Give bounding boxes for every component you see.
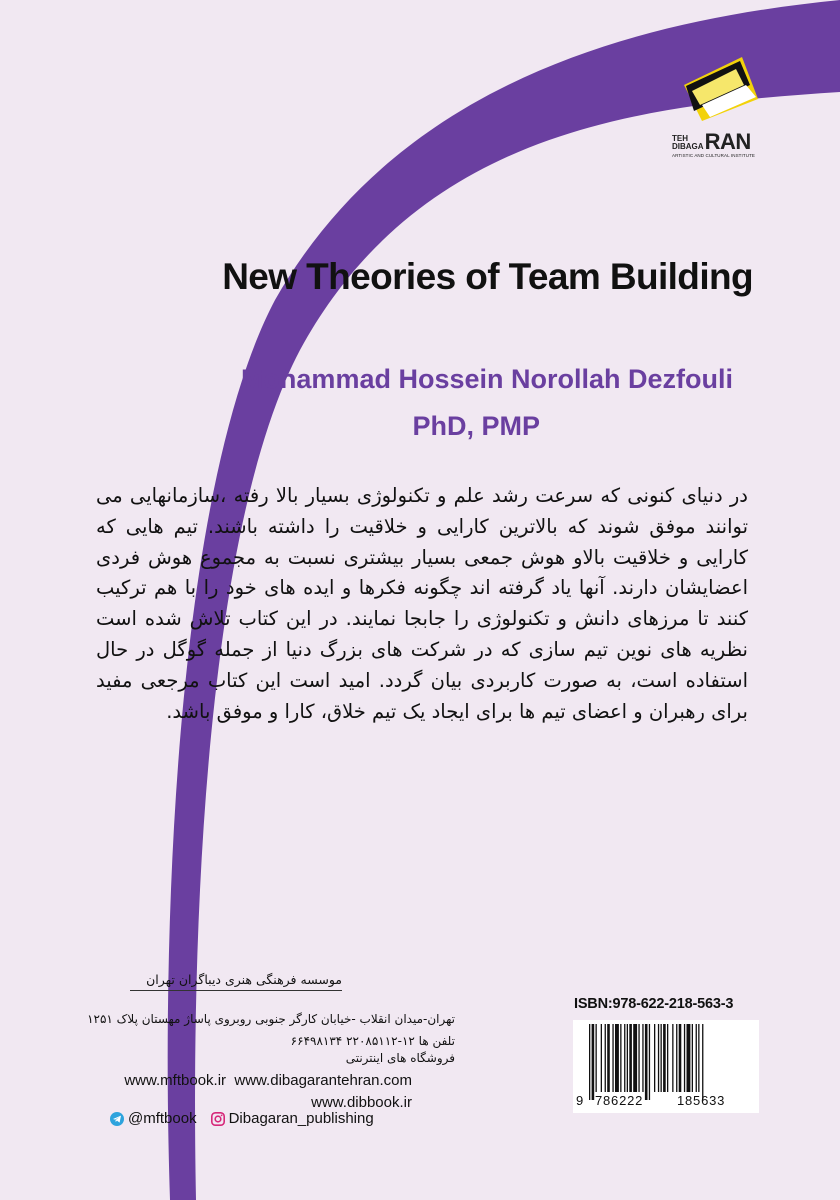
barcode-bar xyxy=(676,1024,677,1092)
barcode-bar xyxy=(687,1024,691,1092)
logo-small-top: TEH xyxy=(672,134,688,143)
online-shops-label: فروشگاه های اینترنتی xyxy=(345,1051,455,1065)
publisher-logo xyxy=(672,55,772,165)
logo-small-bottom: DIBAGA xyxy=(672,142,704,151)
book-title: New Theories of Team Building xyxy=(222,256,753,297)
barcode-bar xyxy=(692,1024,693,1092)
barcode-left-group: 786222 xyxy=(595,1093,644,1108)
barcode-bar xyxy=(615,1024,619,1092)
barcode-bar xyxy=(605,1024,606,1092)
websites-line xyxy=(60,1072,412,1089)
barcode xyxy=(573,1020,759,1113)
barcode-bar xyxy=(696,1024,697,1092)
logo-big-text: RAN xyxy=(704,129,751,154)
website-dibbook[interactable]: www.dibbook.ir xyxy=(311,1094,412,1111)
publisher-name: موسسه فرهنگی هنری دیباگران تهران xyxy=(130,972,342,991)
logo-tagline: ARTISTIC AND CULTURAL INSTITUTE xyxy=(672,153,756,158)
publisher-phone: تلفن ها ۱۲-۲۲۰۸۵۱۱۲ ۶۶۴۹۸۱۳۴ xyxy=(290,1034,455,1048)
isbn-label: ISBN:978-622-218-563-3 xyxy=(574,996,734,1012)
instagram-handle[interactable]: Dibagaran_publishing xyxy=(228,1110,374,1127)
barcode-bar xyxy=(589,1024,590,1100)
telegram-handle[interactable]: @mftbook xyxy=(128,1110,197,1127)
barcode-bar xyxy=(654,1024,655,1092)
barcode-bar xyxy=(624,1024,625,1092)
barcode-bar xyxy=(672,1024,673,1092)
barcode-bar xyxy=(667,1024,668,1092)
barcode-bar xyxy=(633,1024,637,1092)
website-mftbook[interactable]: www.mftbook.ir xyxy=(124,1072,227,1089)
barcode-bar xyxy=(649,1024,650,1100)
barcode-bar xyxy=(612,1024,613,1092)
publisher-address: تهران-میدان انقلاب -خیابان کارگر جنوبی روبروی پاساژ مهستان پلاک ۱۲۵۱ xyxy=(87,1012,455,1026)
barcode-bar xyxy=(638,1024,639,1092)
barcode-digits xyxy=(573,1093,759,1111)
social-links xyxy=(110,1110,374,1127)
barcode-bar xyxy=(629,1024,632,1092)
barcode-bar xyxy=(645,1024,648,1100)
barcode-bar xyxy=(620,1024,621,1092)
barcode-right-group: 185633 xyxy=(677,1093,726,1108)
author-name: Mohammad Hossein Norollah Dezfouli xyxy=(240,364,733,394)
barcode-bar xyxy=(698,1024,699,1092)
barcode-first-digit: 9 xyxy=(576,1093,584,1108)
barcode-bar xyxy=(663,1024,666,1092)
book-description: در دنیای کنونی که سرعت رشد علم و تکنولوژی بسیار بالا رفته ،سازمانهایی می توانند موفق شوند که بالاترین کارایی و خلاقیت را داشته باشند. تیم هایی که کارایی و خلاقیت بالاو هوش جمعی بسیار بیشتری نسبت به مجموع هوش فردی اعضایشان دارند. آنها یاد گرفته اند چگونه فکرها و ایده های خود را با هم ترکیب کنند تا مرزهای دانش و تکنولوژی را جابجا نمایند. در این کتاب تلاش شده است نظریه های نوین تیم سازی که در شرکت های بزرگ دنیا از جمله گوگل در حال استفاده است، به صورت کاربردی بیان گردد. امید است این کتاب مرجعی مفید برای رهبران و اعضای تیم ها برای ایجاد یک تیم خلاق، کارا و موفق باشد. xyxy=(96,484,748,723)
barcode-bar xyxy=(679,1024,682,1092)
website-dibagarantehran[interactable]: www.dibagarantehran.com xyxy=(234,1072,412,1089)
author-degree: PhD, PMP xyxy=(412,411,540,441)
barcode-bar xyxy=(596,1024,597,1092)
barcode-bar xyxy=(684,1024,685,1092)
barcode-bar xyxy=(702,1024,703,1100)
barcode-bar xyxy=(627,1024,628,1092)
barcode-bar xyxy=(642,1024,643,1092)
barcode-bar xyxy=(658,1024,659,1092)
barcode-bar xyxy=(661,1024,662,1092)
barcode-bar xyxy=(601,1024,602,1092)
instagram-icon xyxy=(211,1112,225,1126)
telegram-icon xyxy=(110,1112,124,1126)
barcode-bar xyxy=(592,1024,595,1100)
barcode-bar xyxy=(607,1024,610,1092)
book-logo-icon xyxy=(680,55,760,125)
